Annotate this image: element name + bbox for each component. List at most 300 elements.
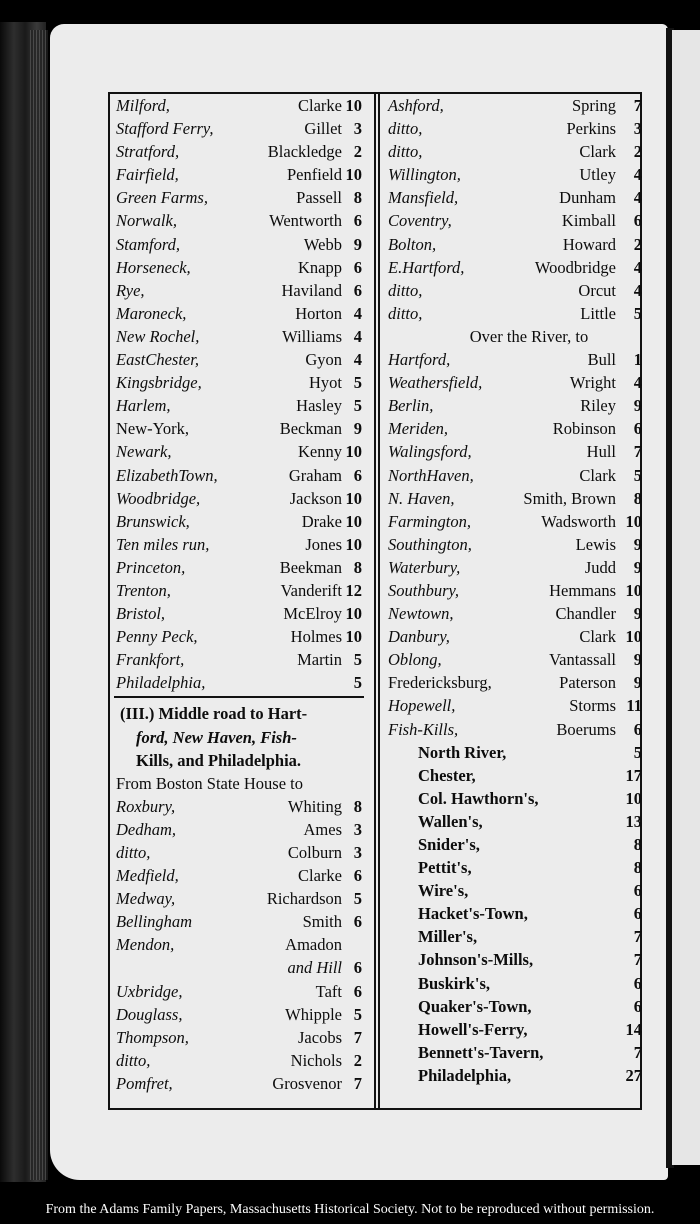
table-row — [386, 1064, 640, 1087]
place-name: Newtown, — [388, 604, 454, 624]
innkeeper-name: Horton — [295, 303, 342, 323]
place-name: Frankfort, — [116, 650, 185, 670]
miles-value: 8 — [633, 488, 642, 508]
miles-value: 4 — [353, 303, 362, 323]
miles-value: 5 — [633, 465, 642, 485]
place-name: Fish-Kills, — [388, 719, 459, 739]
place-name: Maroneck, — [116, 303, 187, 323]
miles-value: 7 — [633, 442, 642, 462]
miles-value: 4 — [633, 280, 642, 300]
miles-value: 4 — [353, 350, 362, 370]
miles-value: 4 — [633, 257, 642, 277]
miles-value: 10 — [345, 96, 362, 115]
miles-value: 9 — [633, 396, 642, 416]
miles-value: 6 — [353, 958, 362, 978]
miles-value: 5 — [353, 1004, 362, 1024]
place-name: Bennett's-Tavern, — [418, 1042, 544, 1062]
place-name: Southington, — [388, 534, 472, 554]
place-name: N. Haven, — [388, 488, 455, 508]
miles-value: 17 — [625, 765, 642, 785]
place-name: ditto, — [388, 303, 423, 323]
table-row — [114, 648, 364, 671]
place-name: Stamford, — [116, 234, 181, 254]
place-name: Harlem, — [116, 396, 171, 416]
miles-value: 9 — [353, 234, 362, 254]
place-name: Oblong, — [388, 650, 442, 670]
innkeeper-name: Penfield — [287, 165, 342, 185]
place-name: New-York, — [116, 419, 190, 439]
innkeeper-name: Passell — [296, 188, 342, 208]
table-row — [386, 1041, 640, 1064]
miles-value: 7 — [353, 1027, 362, 1047]
table-row — [386, 694, 640, 717]
table-row — [386, 487, 640, 510]
innkeeper-name: Whiting — [287, 796, 342, 816]
miles-value: 6 — [353, 257, 362, 277]
place-name: Green Farms, — [116, 188, 208, 208]
innkeeper-name: Gyon — [305, 350, 342, 370]
table-row — [114, 279, 364, 302]
innkeeper-name: Vanderift — [280, 580, 342, 600]
miles-value: 11 — [626, 696, 642, 716]
table-row — [386, 1018, 640, 1041]
innkeeper-name: Clarke — [298, 866, 342, 886]
place-name: Quaker's-Town, — [418, 996, 532, 1016]
table-row — [114, 140, 364, 163]
miles-value: 13 — [625, 811, 642, 831]
miles-value: 10 — [345, 165, 362, 185]
place-name: Hacket's-Town, — [418, 904, 528, 924]
table-row — [114, 887, 364, 910]
table-row — [386, 256, 640, 279]
innkeeper-name: Storms — [569, 696, 616, 716]
table-row — [114, 256, 364, 279]
place-name: Howell's-Ferry, — [418, 1019, 528, 1039]
page-stack-edge — [30, 30, 48, 1180]
innkeeper-name: Drake — [301, 511, 342, 531]
place-name: Woodbridge, — [116, 488, 201, 508]
table-row — [386, 394, 640, 417]
place-name: ditto, — [116, 1050, 151, 1070]
right-column — [386, 94, 640, 1087]
table-row — [114, 910, 364, 933]
place-name: Willington, — [388, 165, 461, 185]
place-name: Bellingham — [116, 912, 193, 932]
innkeeper-name: Whipple — [285, 1004, 342, 1024]
table-row — [386, 371, 640, 394]
miles-value: 5 — [353, 396, 362, 416]
place-name: Wallen's, — [418, 811, 483, 831]
table-row — [114, 864, 364, 887]
innkeeper-name: Gillet — [304, 119, 342, 139]
place-name: Mendon, — [116, 935, 175, 955]
table-row — [386, 117, 640, 140]
place-name: Roxbury, — [116, 796, 176, 816]
table-row — [114, 1003, 364, 1026]
table-row — [114, 533, 364, 556]
place-name: Douglass, — [116, 1004, 183, 1024]
right-column-stations-c — [386, 741, 640, 1087]
miles-value: 5 — [353, 373, 362, 393]
miles-value: 6 — [353, 981, 362, 1001]
table-row — [386, 279, 640, 302]
innkeeper-name: and Hill — [287, 958, 342, 978]
over-the-river-text: Over the River, to — [469, 326, 589, 346]
innkeeper-name: Hemmans — [549, 580, 616, 600]
miles-value: 6 — [353, 912, 362, 932]
miles-value: 10 — [345, 534, 362, 554]
innkeeper-name: Holmes — [290, 627, 342, 647]
miles-value: 9 — [633, 534, 642, 554]
table-row — [386, 648, 640, 671]
innkeeper-name: Beckman — [279, 419, 342, 439]
table-row — [114, 325, 364, 348]
table-row — [114, 94, 364, 117]
table-row — [386, 348, 640, 371]
miles-value: 7 — [353, 1073, 362, 1093]
innkeeper-name: Jackson — [289, 488, 342, 508]
innkeeper-name: Orcut — [578, 280, 616, 300]
miles-value: 3 — [633, 119, 642, 139]
place-name: Snider's, — [418, 835, 480, 854]
table-row — [114, 933, 364, 956]
miles-value: 3 — [353, 819, 362, 839]
table-row — [386, 718, 640, 741]
innkeeper-name: Haviland — [281, 280, 342, 300]
table-row — [386, 94, 640, 117]
table-row — [386, 833, 640, 856]
innkeeper-name: Kimball — [561, 211, 616, 231]
innkeeper-name: Wright — [569, 373, 616, 393]
place-name: Rye, — [116, 280, 145, 300]
miles-value: 4 — [633, 165, 642, 185]
table-row — [386, 741, 640, 764]
miles-value: 6 — [633, 419, 642, 439]
left-column — [114, 94, 364, 1095]
place-name: Pettit's, — [418, 858, 472, 878]
place-name: Bolton, — [388, 234, 437, 254]
place-name: Newark, — [116, 442, 172, 462]
table-row — [386, 948, 640, 971]
miles-value: 10 — [345, 442, 362, 462]
miles-value: 14 — [625, 1019, 642, 1039]
table-row — [114, 980, 364, 1003]
innkeeper-name: Taft — [315, 981, 342, 1001]
right-column-stations-b — [386, 348, 640, 741]
miles-value: 10 — [345, 604, 362, 624]
place-name: Uxbridge, — [116, 981, 183, 1001]
innkeeper-name: Smith — [302, 912, 342, 932]
innkeeper-name: Wentworth — [269, 211, 342, 231]
table-row — [114, 186, 364, 209]
place-name: Dedham, — [116, 819, 177, 839]
section-rule — [114, 696, 364, 698]
miles-value: 8 — [353, 557, 362, 577]
miles-value: 6 — [353, 280, 362, 300]
place-name: Mansfield, — [388, 188, 459, 208]
table-row — [114, 818, 364, 841]
miles-value: 4 — [633, 188, 642, 208]
place-name: Hopewell, — [388, 696, 456, 716]
place-name: Walingsford, — [388, 442, 472, 462]
place-name: New Rochel, — [116, 326, 200, 346]
innkeeper-name: Clarke — [298, 96, 342, 115]
table-row — [386, 995, 640, 1018]
right-column-stations — [386, 94, 640, 325]
place-name: Philadelphia, — [116, 673, 206, 693]
miles-value: 1 — [633, 350, 642, 370]
place-name: Fairfield, — [116, 165, 179, 185]
miles-value: 8 — [353, 796, 362, 816]
table-row — [114, 487, 364, 510]
innkeeper-name: Robinson — [552, 419, 616, 439]
place-name: Stafford Ferry, — [116, 119, 214, 139]
table-row — [386, 440, 640, 463]
miles-value: 6 — [353, 465, 362, 485]
table-row — [114, 1049, 364, 1072]
innkeeper-name: Boerums — [556, 719, 616, 739]
innkeeper-name: Vantassall — [549, 650, 616, 670]
place-name: Wire's, — [418, 881, 469, 901]
table-row — [386, 556, 640, 579]
place-name: Medfield, — [116, 866, 179, 886]
table-row — [114, 371, 364, 394]
place-name: Weathersfield, — [388, 373, 483, 393]
innkeeper-name: Kenny — [298, 442, 342, 462]
miles-value: 12 — [345, 580, 362, 600]
innkeeper-name: Nichols — [290, 1050, 342, 1070]
miles-value: 3 — [353, 843, 362, 862]
place-name: Trenton, — [116, 580, 171, 600]
miles-value: 10 — [625, 511, 642, 531]
place-name: Medway, — [116, 889, 176, 909]
table-row — [114, 625, 364, 648]
place-name: ElizabethTown, — [116, 465, 218, 485]
table-row — [386, 856, 640, 879]
table-row — [114, 510, 364, 533]
place-name: Farmington, — [388, 511, 471, 531]
table-row — [386, 163, 640, 186]
innkeeper-name: Hull — [586, 442, 616, 462]
miles-value: 5 — [353, 650, 362, 670]
innkeeper-name: Webb — [303, 234, 342, 254]
innkeeper-name: Hasley — [296, 396, 342, 416]
innkeeper-name: Paterson — [559, 673, 616, 693]
table-row — [386, 602, 640, 625]
table-row — [386, 671, 640, 694]
table-row — [114, 394, 364, 417]
section-heading — [114, 702, 364, 794]
miles-value: 6 — [633, 719, 642, 739]
place-name: Ashford, — [388, 96, 444, 115]
innkeeper-name: Spring — [571, 96, 616, 115]
table-row — [114, 209, 364, 232]
miles-value: 6 — [633, 881, 642, 901]
innkeeper-name: Williams — [282, 326, 342, 346]
miles-value: 10 — [345, 627, 362, 647]
innkeeper-name: Woodbridge — [534, 257, 616, 277]
innkeeper-name: Smith, Brown — [523, 488, 616, 508]
table-row — [114, 579, 364, 602]
miles-value: 8 — [633, 835, 642, 854]
table-row — [114, 440, 364, 463]
place-name: EastChester, — [116, 350, 199, 370]
place-name: E.Hartford, — [388, 257, 465, 277]
place-name: Philadelphia, — [418, 1065, 512, 1085]
table-row — [114, 671, 364, 694]
miles-value: 9 — [633, 650, 642, 670]
place-name: North River, — [418, 742, 507, 762]
innkeeper-name: Clark — [579, 142, 616, 162]
table-row — [114, 417, 364, 440]
miles-value: 5 — [633, 303, 642, 323]
miles-value: 7 — [633, 950, 642, 970]
table-row — [114, 464, 364, 487]
table-row — [114, 602, 364, 625]
innkeeper-name: Lewis — [575, 534, 616, 554]
innkeeper-name: Hyot — [309, 373, 342, 393]
place-name: ditto, — [388, 119, 423, 139]
place-name: ditto, — [116, 843, 151, 862]
innkeeper-name: Howard — [562, 234, 616, 254]
place-name: Waterbury, — [388, 557, 461, 577]
miles-value: 6 — [633, 211, 642, 231]
miles-value: 10 — [625, 627, 642, 647]
innkeeper-name: Utley — [579, 165, 616, 185]
table-row — [114, 841, 364, 864]
innkeeper-name: Clark — [579, 465, 616, 485]
innkeeper-name: Perkins — [566, 119, 616, 139]
miles-value: 8 — [353, 188, 362, 208]
left-column-stations — [114, 94, 364, 694]
place-name: Meriden, — [388, 419, 449, 439]
innkeeper-name: McElroy — [283, 604, 342, 624]
section-heading-line-4: From Boston State House to — [116, 773, 304, 793]
place-name: Brunswick, — [116, 511, 190, 531]
innkeeper-name: Martin — [297, 650, 342, 670]
place-name: Berlin, — [388, 396, 434, 416]
innkeeper-name: Bull — [587, 350, 616, 370]
table-row — [386, 925, 640, 948]
table-row — [386, 787, 640, 810]
innkeeper-name: Jones — [305, 534, 342, 554]
miles-value: 9 — [353, 419, 362, 439]
place-name: Horseneck, — [116, 257, 191, 277]
table-row — [386, 186, 640, 209]
table-row — [114, 956, 364, 979]
table-row — [386, 209, 640, 232]
innkeeper-name: Clark — [579, 627, 616, 647]
place-name: Milford, — [116, 96, 170, 115]
miles-value: 7 — [633, 927, 642, 947]
table-row — [114, 1026, 364, 1049]
table-row — [114, 302, 364, 325]
table-row — [386, 417, 640, 440]
facing-page-edge — [672, 30, 700, 1165]
road-table-frame — [108, 92, 642, 1110]
place-name: Hartford, — [388, 350, 451, 370]
place-name: Pomfret, — [116, 1073, 173, 1093]
innkeeper-name: Blackledge — [267, 142, 342, 162]
miles-value: 4 — [633, 373, 642, 393]
place-name: ditto, — [388, 142, 423, 162]
miles-value: 10 — [345, 511, 362, 531]
table-row — [114, 795, 364, 818]
table-row — [386, 510, 640, 533]
place-name: Johnson's-Mills, — [418, 950, 534, 970]
table-row — [386, 302, 640, 325]
over-the-river-row — [386, 325, 640, 348]
section-heading-line-1: (III.) Middle road to Hart- — [120, 704, 308, 724]
innkeeper-name: Little — [580, 303, 616, 323]
table-row — [386, 625, 640, 648]
place-name: Ten miles run, — [116, 534, 210, 554]
miles-value: 6 — [353, 211, 362, 231]
miles-value: 9 — [633, 557, 642, 577]
place-name: Chester, — [418, 765, 476, 785]
miles-value: 4 — [353, 326, 362, 346]
innkeeper-name: Dunham — [559, 188, 616, 208]
miles-value: 5 — [633, 742, 642, 762]
table-row — [114, 556, 364, 579]
innkeeper-name: Wadsworth — [541, 511, 616, 531]
miles-value: 9 — [633, 673, 642, 693]
place-name: Kingsbridge, — [116, 373, 202, 393]
place-name: Norwalk, — [116, 211, 177, 231]
innkeeper-name: Colburn — [287, 843, 342, 862]
left-column-stations-b — [114, 795, 364, 1095]
innkeeper-name: Graham — [288, 465, 342, 485]
innkeeper-name: Grosvenor — [272, 1073, 342, 1093]
copyright-footer: From the Adams Family Papers, Massachusetts Historical Society. Not to be reproduced without permission. — [45, 1202, 655, 1217]
place-name: Stratford, — [116, 142, 180, 162]
table-row — [386, 140, 640, 163]
column-divider — [374, 94, 380, 1108]
place-name: Southbury, — [388, 580, 460, 600]
miles-value: 6 — [633, 904, 642, 924]
innkeeper-name: Ames — [303, 819, 342, 839]
place-name: Penny Peck, — [116, 627, 198, 647]
innkeeper-name: Chandler — [555, 604, 616, 624]
place-name: Fredericksburg, — [388, 673, 492, 693]
innkeeper-name: Judd — [584, 557, 616, 577]
table-row — [114, 1072, 364, 1095]
place-name: NorthHaven, — [388, 465, 474, 485]
place-name: Col. Hawthorn's, — [418, 788, 539, 808]
place-name: Buskirk's, — [418, 973, 490, 993]
innkeeper-name: Knapp — [298, 257, 342, 277]
table-row — [386, 533, 640, 556]
table-row — [386, 810, 640, 833]
miles-value: 10 — [345, 488, 362, 508]
miles-value: 6 — [633, 996, 642, 1016]
place-name: Bristol, — [116, 604, 166, 624]
innkeeper-name: Beekman — [279, 557, 342, 577]
miles-value: 27 — [625, 1065, 642, 1085]
innkeeper-name: Jacobs — [298, 1027, 342, 1047]
miles-value: 2 — [633, 142, 642, 162]
miles-value: 10 — [625, 580, 642, 600]
miles-value: 10 — [625, 788, 642, 808]
place-name: ditto, — [388, 280, 423, 300]
table-row — [114, 348, 364, 371]
miles-value: 5 — [353, 889, 362, 909]
place-name: Princeton, — [116, 557, 186, 577]
table-row — [386, 879, 640, 902]
miles-value: 7 — [633, 1042, 642, 1062]
section-heading-line-3: Kills, and Philadelphia. — [136, 750, 302, 770]
table-row — [386, 464, 640, 487]
